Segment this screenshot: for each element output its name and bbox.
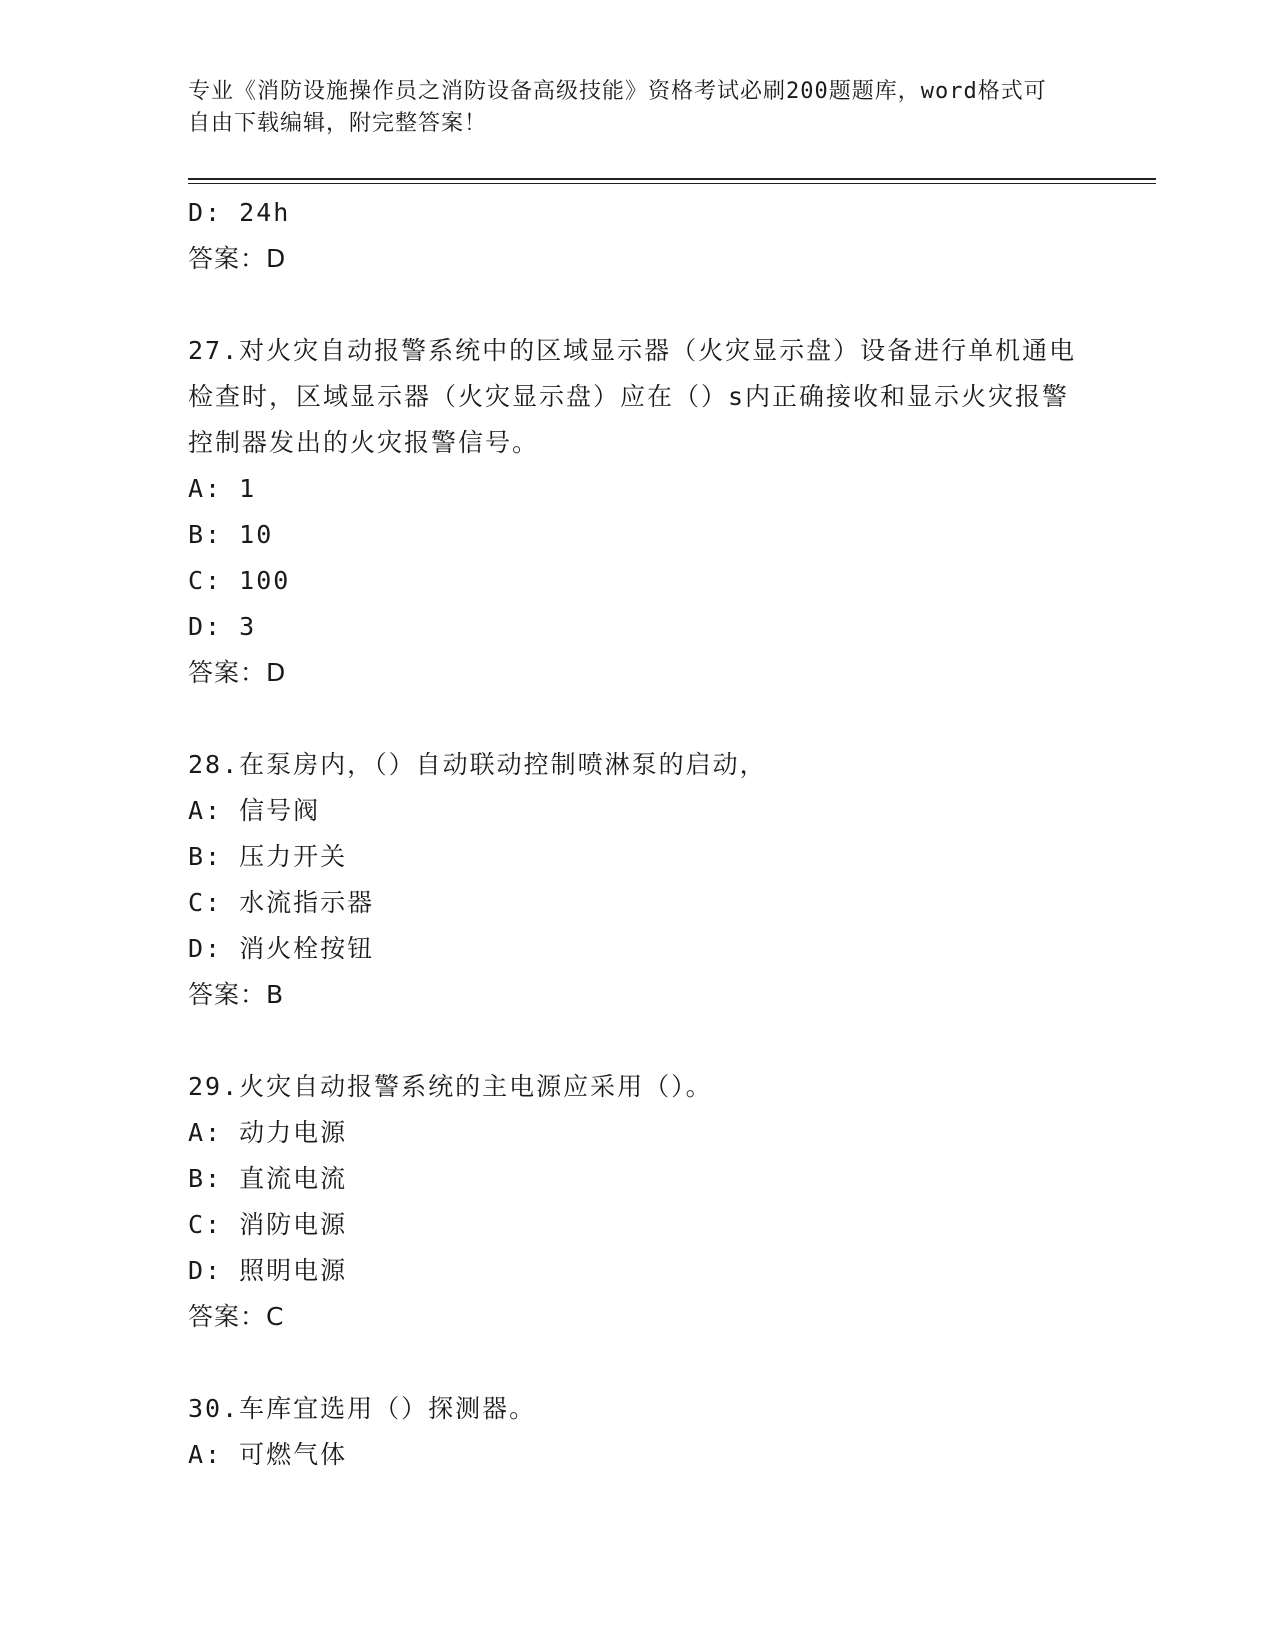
question-content xyxy=(188,190,1088,1478)
option-d-continued: D: 24h xyxy=(188,198,291,227)
option-b: B: 10 xyxy=(188,520,274,549)
option-c: C: 消防电源 xyxy=(188,1210,348,1239)
option-d: D: 3 xyxy=(188,612,257,641)
option-c: C: 100 xyxy=(188,566,291,595)
question-29 xyxy=(188,1064,1088,1340)
question-27 xyxy=(188,328,1088,696)
option-d: D: 消火栓按钮 xyxy=(188,934,375,963)
question-text: 30.车库宜选用（）探测器。 xyxy=(188,1394,537,1423)
question-text: 28.在泵房内，（）自动联动控制喷淋泵的启动， xyxy=(188,750,767,779)
option-d: D: 照明电源 xyxy=(188,1256,348,1285)
question-28 xyxy=(188,742,1088,1018)
option-a: A: 可燃气体 xyxy=(188,1440,348,1469)
spacer xyxy=(188,1018,1088,1064)
answer: 答案：B xyxy=(188,980,285,1009)
question-30 xyxy=(188,1386,1088,1478)
option-b: B: 直流电流 xyxy=(188,1164,348,1193)
question-text: 29.火灾自动报警系统的主电源应采用（）。 xyxy=(188,1072,713,1101)
spacer xyxy=(188,1340,1088,1386)
header-divider xyxy=(188,178,1156,184)
option-a: A: 信号阀 xyxy=(188,796,321,825)
question-text: 27.对火灾自动报警系统中的区域显示器（火灾显示盘）设备进行单机通电检查时，区域显示器（火灾显示盘）应在（）s内正确接收和显示火灾报警控制器发出的火灾报警信号。 xyxy=(188,336,1077,457)
document-header xyxy=(188,76,1068,140)
answer: 答案：D xyxy=(188,658,287,687)
answer: 答案：C xyxy=(188,1302,285,1331)
document-title: 专业《消防设施操作员之消防设备高级技能》资格考试必刷200题题库，word格式可自由下载编辑，附完整答案！ xyxy=(188,79,1047,136)
option-a: A: 动力电源 xyxy=(188,1118,348,1147)
option-a: A: 1 xyxy=(188,474,257,503)
spacer xyxy=(188,282,1088,328)
answer-continued: 答案：D xyxy=(188,244,287,273)
option-c: C: 水流指示器 xyxy=(188,888,375,917)
spacer xyxy=(188,696,1088,742)
option-b: B: 压力开关 xyxy=(188,842,348,871)
